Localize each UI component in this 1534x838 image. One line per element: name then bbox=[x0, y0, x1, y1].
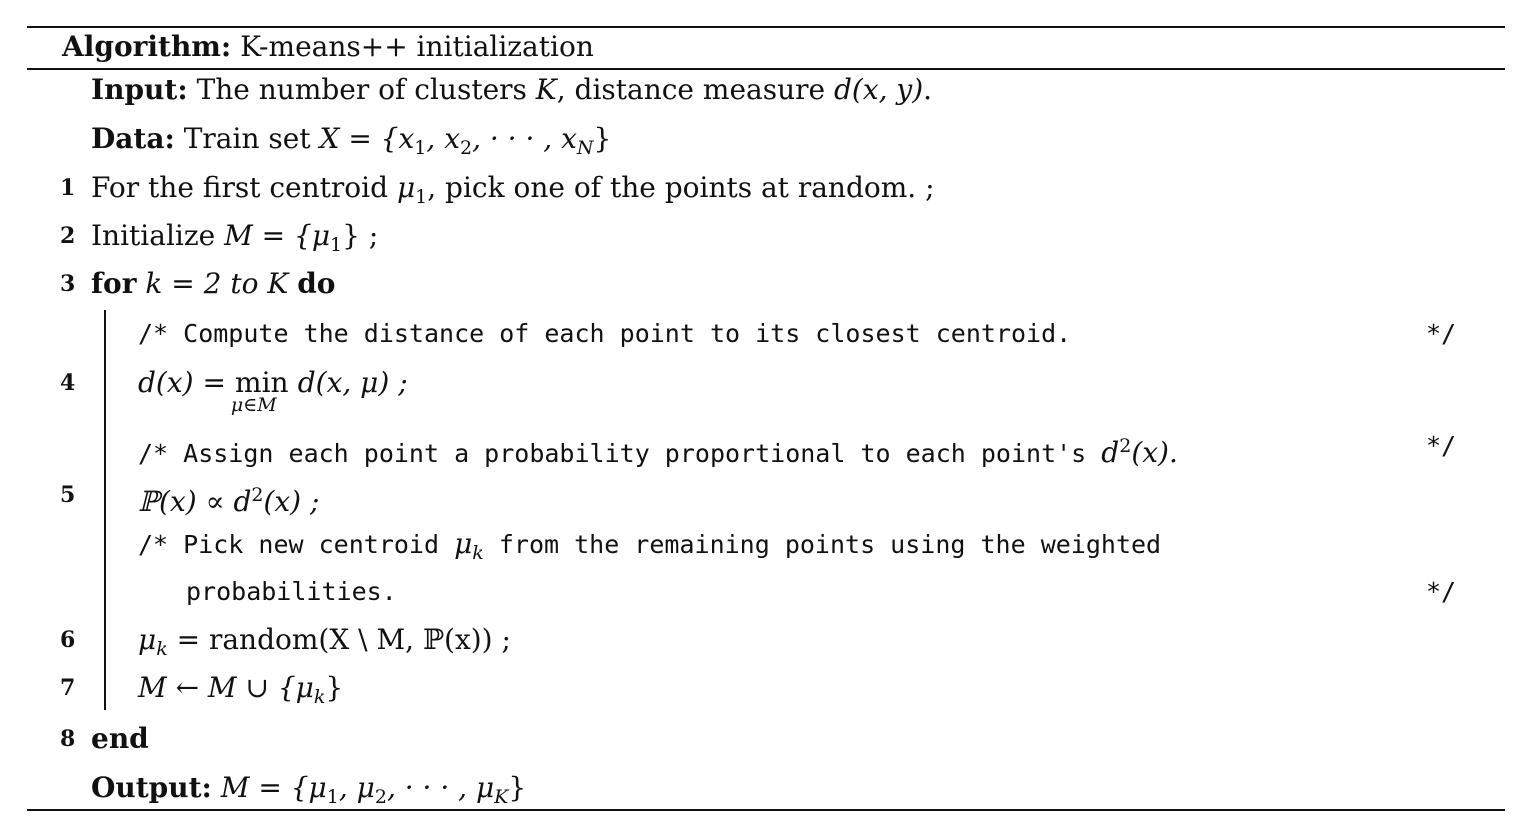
step-5 bbox=[138, 478, 319, 519]
comment2-sup: 2 bbox=[1119, 435, 1132, 457]
input-rest: , distance measure bbox=[556, 73, 834, 106]
min-text: min bbox=[235, 366, 289, 399]
input-line bbox=[91, 73, 932, 107]
comment-1 bbox=[138, 317, 1071, 351]
output-end: } bbox=[508, 771, 527, 804]
step1-sub: 1 bbox=[415, 186, 428, 208]
data-sub2: 2 bbox=[459, 137, 473, 159]
step-3 bbox=[91, 267, 335, 301]
comment3-mu: μ bbox=[454, 527, 473, 560]
step-8 bbox=[91, 722, 149, 756]
step2-expr: M = {μ bbox=[224, 219, 331, 252]
output-line bbox=[91, 771, 526, 814]
step5-sup: 2 bbox=[251, 484, 264, 506]
output-sub2: 2 bbox=[374, 786, 387, 808]
step6-sub: k bbox=[156, 638, 168, 660]
output-sub1: 1 bbox=[326, 786, 339, 808]
step7-lhs: M ← M ∪ {μ bbox=[138, 671, 314, 704]
step1-rest: , pick one of the points at random. ; bbox=[427, 171, 935, 204]
comment3-text3: probabilities. bbox=[186, 577, 397, 606]
step1-text: For the first centroid bbox=[91, 171, 397, 204]
line-number-1: 1 bbox=[60, 175, 76, 201]
step-1 bbox=[91, 171, 935, 214]
top-rule bbox=[27, 26, 1505, 28]
step4-lhs: d(x) = bbox=[138, 366, 235, 399]
algorithm-header bbox=[62, 30, 594, 64]
line-number-5: 5 bbox=[60, 482, 76, 508]
data-expr: X = {x bbox=[319, 122, 415, 155]
algorithm-title: K-means++ initialization bbox=[240, 30, 594, 63]
data-m1: , x bbox=[426, 122, 460, 155]
comment-3-cont bbox=[186, 575, 397, 609]
comment-2 bbox=[138, 429, 1178, 471]
step-4 bbox=[138, 366, 408, 416]
comment2-d: d bbox=[1101, 436, 1120, 469]
output-m1: , μ bbox=[338, 771, 375, 804]
min-subscript: μ∈M bbox=[230, 394, 277, 416]
step2-rest: } ; bbox=[342, 219, 379, 252]
step2-text: Initialize bbox=[91, 219, 225, 252]
step7-end: } bbox=[325, 671, 344, 704]
output-label: Output: bbox=[91, 771, 212, 804]
output-expr: M = {μ bbox=[220, 771, 327, 804]
min-operator bbox=[230, 366, 289, 416]
step-2 bbox=[91, 219, 378, 262]
input-k: K bbox=[535, 73, 557, 106]
step-7 bbox=[138, 671, 343, 714]
to-keyword: to bbox=[230, 267, 259, 300]
data-end: } bbox=[593, 122, 612, 155]
comment1-end: */ bbox=[1426, 319, 1457, 348]
step6-rhs: = random(X \ M, ℙ(x)) ; bbox=[167, 623, 511, 656]
input-end: . bbox=[923, 73, 933, 106]
comment3-text2: from the remaining points using the weighted bbox=[483, 530, 1162, 559]
comment2-end: */ bbox=[1426, 431, 1457, 460]
loop-bar bbox=[104, 310, 106, 710]
line-number-2: 2 bbox=[60, 223, 76, 249]
line-number-6: 6 bbox=[60, 627, 76, 653]
input-distance: d(x, y) bbox=[833, 73, 924, 106]
comment1-text: /* Compute the distance of each point to its closest centroid. bbox=[138, 319, 1072, 348]
comment-3 bbox=[138, 527, 1161, 570]
header-rule bbox=[27, 68, 1505, 70]
do-keyword: do bbox=[297, 267, 336, 300]
data-subN: N bbox=[576, 137, 594, 159]
step5-rhs: (x) ; bbox=[263, 485, 320, 518]
data-m2: , · · · , x bbox=[472, 122, 577, 155]
line-number-3: 3 bbox=[60, 271, 76, 297]
data-label: Data: bbox=[91, 122, 175, 155]
algorithm-label: Algorithm: bbox=[62, 30, 232, 63]
step-6 bbox=[138, 623, 511, 666]
output-m2: , · · · , μ bbox=[386, 771, 495, 804]
data-sub1: 1 bbox=[414, 137, 427, 159]
step5-lhs: ℙ(x) ∝ d bbox=[138, 485, 252, 518]
line-number-8: 8 bbox=[60, 726, 76, 752]
input-text: The number of clusters bbox=[196, 73, 536, 106]
input-label: Input: bbox=[91, 73, 188, 106]
end-keyword: end bbox=[91, 722, 149, 755]
data-text: Train set bbox=[183, 122, 320, 155]
step1-mu: μ bbox=[396, 171, 416, 204]
output-subK: K bbox=[494, 786, 509, 808]
comment2-x: (x). bbox=[1131, 436, 1178, 469]
line-number-4: 4 bbox=[60, 370, 76, 396]
step3-expr: k = 2 bbox=[145, 267, 222, 300]
comment3-end: */ bbox=[1426, 577, 1457, 606]
data-line bbox=[91, 122, 611, 165]
step7-sub: k bbox=[313, 686, 326, 708]
for-keyword: for bbox=[91, 267, 137, 300]
step4-rhs: d(x, μ) ; bbox=[288, 366, 408, 399]
step2-sub: 1 bbox=[330, 234, 343, 256]
step6-mu: μ bbox=[138, 623, 157, 656]
comment3-text1: /* Pick new centroid bbox=[138, 530, 455, 559]
comment2-text: /* Assign each point a probability proportional to each point's bbox=[138, 439, 1102, 468]
step3-K: K bbox=[267, 267, 289, 300]
comment3-sub: k bbox=[472, 542, 484, 564]
line-number-7: 7 bbox=[60, 675, 76, 701]
